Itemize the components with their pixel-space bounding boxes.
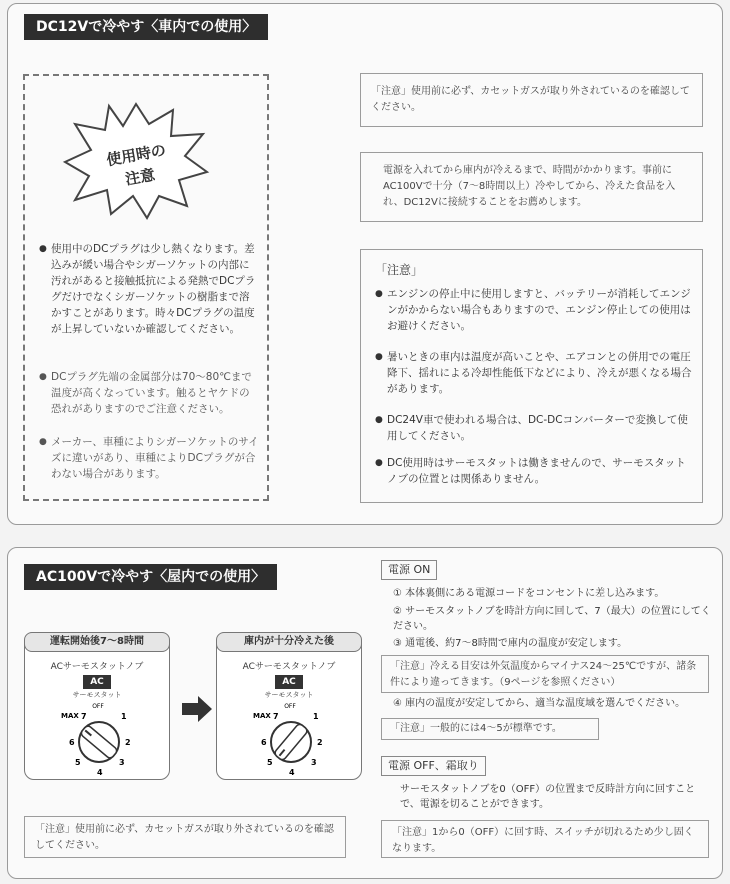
caution-item-2: ● 暑いときの車内は温度が高いことや、エアコンとの併用での電圧降下、揺れによる冷却性能低下などにより、冷えが悪くなる場合があります。 [375,349,695,397]
note-general [381,718,599,740]
caution-dashed-box [23,74,269,501]
note-off [381,820,709,858]
knob-card-start-title: 運転開始後7〜8時間 [24,632,170,652]
dial-off: OFF [92,703,104,710]
knob-sub-label: ACサーモスタットノブ [50,662,144,672]
step-3: ③ 通電後、約7〜8時間で庫内の温度が安定します。 [393,638,628,649]
caution-item-3: ● DC24V車で使われる場合は、DC-DCコンバーターで変換して使用してください。 [375,412,695,444]
step-2: ② サーモスタットノブを時計方向に回して、7（最大）の位置にしてください。 [393,606,711,632]
note-off-text: 「注意」1から0（OFF）に回す時、スイッチが切れるため少し固くなります。 [392,827,694,854]
caution-item-1: ● エンジンの停止中に使用しますと、バッテリーが消耗してエンジンがかからない場合もありますので、エンジン停止しての使用はお避けください。 [375,286,695,334]
dial-2: 2 [317,738,323,747]
dial-3: 3 [119,758,125,767]
knob-card-start [24,632,170,780]
knob-card-cooled [216,632,362,780]
note-bottom-text: 「注意」使用前に必ず、カセットガスが取り外されているのを確認してください。 [35,824,334,851]
note-bottom [24,816,346,858]
dial-7: 7 [81,712,87,721]
power-off-label: 電源 OFF、霜取り [381,756,486,776]
power-off-text: サーモスタットノブを0（OFF）の位置まで反時計方向に回すことで、電源を切ることができます。 [400,784,696,810]
thermostat-label: サーモスタット [72,691,122,699]
dial-max: MAX [253,712,271,720]
note-temp-text: 「注意」冷える目安は外気温度からマイナス24〜25℃ですが、諸条件により違ってきます。（9ページを参照ください） [390,661,697,688]
caution-burst-icon [61,100,211,220]
dial-6: 6 [261,738,267,747]
dial-1: 1 [313,712,319,721]
note-top-text: 「注意」使用前に必ず、カセットガスが取り外されているのを確認してください。 [371,86,690,113]
dial-max: MAX [61,712,79,720]
step-1: ① 本体裏側にある電源コードをコンセントに差し込みます。 [393,588,665,599]
knob-card-cooled-title: 庫内が十分冷えた後 [216,632,362,652]
dc12v-title: DC12Vで冷やす〈車内での使用〉 [24,14,268,40]
thermostat-label: サーモスタット [264,691,314,699]
burst-line2: 注意 [123,165,157,189]
note-general-text: 「注意」一般的には4〜5が標準です。 [390,723,562,734]
dial-5: 5 [75,758,81,767]
step-4: ④ 庫内の温度が安定してから、適当な温度域を選んでください。 [393,698,686,709]
info-text: 電源を入れてから庫内が冷えるまで、時間がかかります。事前にAC100Vで十分（7〜8時間以上）冷やしてから、冷えた食品を入れ、DC12Vに接続することをお薦めします。 [383,165,676,208]
thermostat-dial-icon [239,699,341,779]
caution-title: 「注意」 [375,263,424,277]
caution-item-4: ● DC使用時はサーモスタットは働きませんので、サーモスタットノブの位置とは関係ありません。 [375,455,695,487]
dial-6: 6 [69,738,75,747]
dc12v-section [7,3,723,525]
ac-badge: AC [275,675,303,689]
dial-4: 4 [97,768,103,777]
thermostat-dial-icon [47,699,149,779]
knob-sub-label: ACサーモスタットノブ [242,662,336,672]
note-temp [381,655,709,693]
dial-2: 2 [125,738,131,747]
dial-1: 1 [121,712,127,721]
caution-box [360,249,703,503]
info-box [360,152,703,222]
note-top [360,73,703,127]
dc-plug-bullet-1: ● 使用中のDCプラグは少し熱くなります。差込みが緩い場合やシガーソケットの内部に汚れがあると接触抵抗による発熱でDCプラグだけでなくシガーソケットの樹脂まで溶かすことがあります。時々DCプラグの温度が上昇していないか確認してください。 [39,241,259,337]
dial-5: 5 [267,758,273,767]
dc-plug-bullet-3: ● メーカー、車種によりシガーソケットのサイズに違いがあり、車種によりDCプラグが合わない場合があります。 [39,434,259,482]
dial-4: 4 [289,768,295,777]
dial-off: OFF [284,703,296,710]
power-on-label: 電源 ON [381,560,437,580]
arrow-right-icon [182,696,212,722]
dc-plug-bullet-2: ● DCプラグ先端の金属部分は70〜80℃まで温度が高くなっています。触るとヤケドの恐れがありますのでご注意ください。 [39,369,259,417]
burst-line1: 使用時の [105,141,168,170]
dial-7: 7 [273,712,279,721]
ac100v-section [7,547,723,879]
ac100v-title: AC100Vで冷やす〈屋内での使用〉 [24,564,277,590]
dial-3: 3 [311,758,317,767]
ac-badge: AC [83,675,111,689]
